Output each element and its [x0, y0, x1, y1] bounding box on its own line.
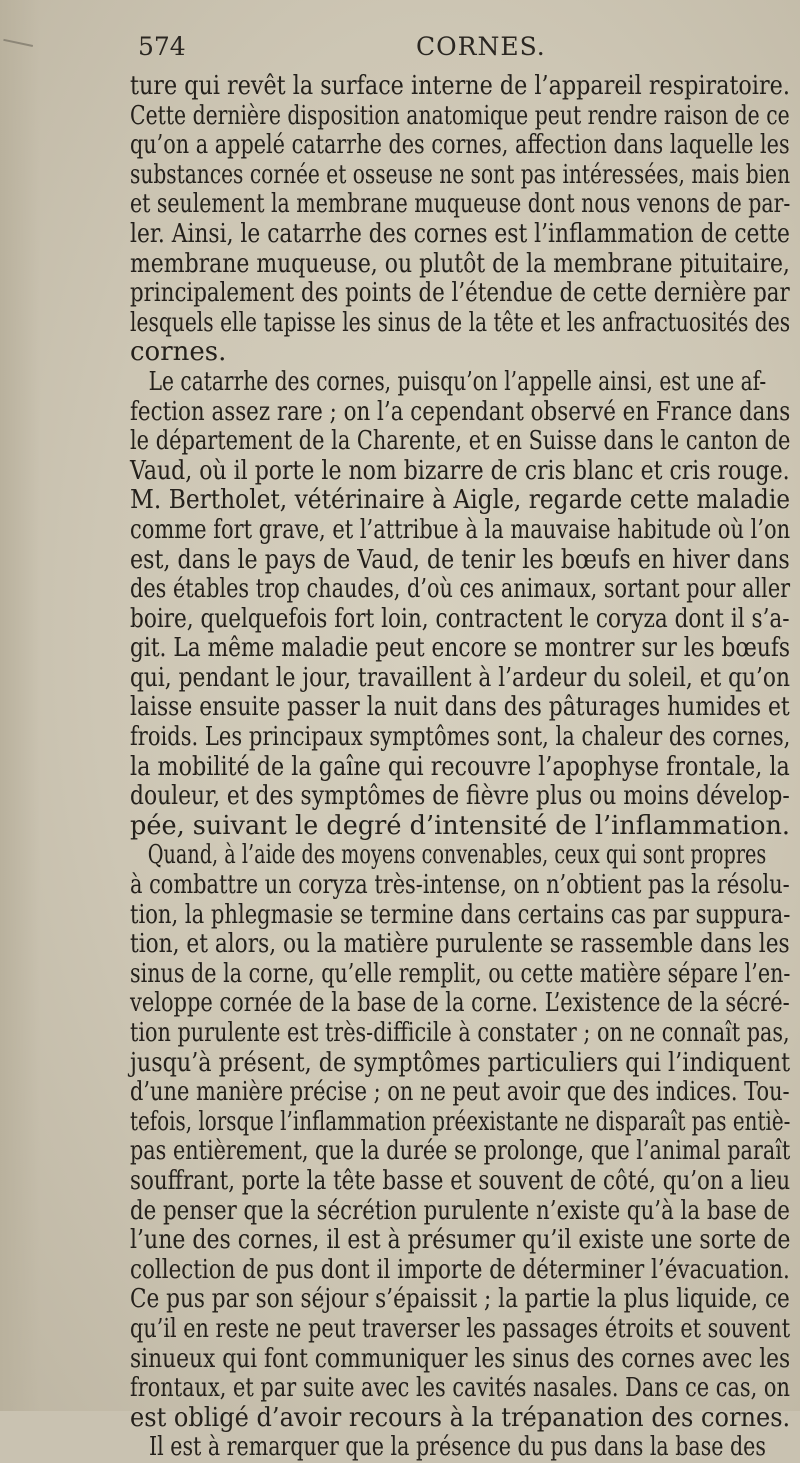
text-line: souffrant, porte la tête basse et souvent de côté, qu’on a lieu — [130, 1165, 791, 1196]
text-line: pas entièrement, que la durée se prolonge, que l’animal paraît — [130, 1136, 791, 1167]
text-line: sinus de la corne, qu’elle remplit, ou cette matière sépare l’en- — [130, 958, 791, 989]
text-line: la mobilité de la gaîne qui recouvre l’apophyse frontale, la — [130, 751, 790, 782]
text-line: git. La même maladie peut encore se montrer sur les bœufs — [130, 633, 790, 664]
text-line: Le catarrhe des cornes, puisqu’on l’appelle ainsi, est une af- — [148, 366, 767, 397]
page-header — [138, 32, 778, 68]
text-line: Quand, à l’aide des moyens convenables, ceux qui sont propres — [147, 840, 767, 871]
text-line: jusqu’à présent, de symptômes particuliers qui l’indiquent — [130, 1047, 791, 1078]
text-line: Cette dernière disposition anatomique peut rendre raison de ce — [130, 100, 790, 131]
text-line: M. Bertholet, vétérinaire à Aigle, regarde cette maladie — [130, 485, 791, 516]
text-line: principalement des points de l’étendue de cette dernière par — [130, 278, 790, 309]
text-line: substances cornée et osseuse ne sont pas intéressées, mais bien — [130, 159, 791, 190]
text-line: collection de pus dont il importe de déterminer l’évacuation. — [130, 1254, 790, 1285]
text-line: est obligé d’avoir recours à la trépanation des cornes. — [130, 1402, 791, 1433]
text-line: comme fort grave, et l’attribue à la mauvaise habitude où l’on — [130, 514, 791, 545]
text-line: boire, quelquefois fort loin, contractent le coryza dont il s’a- — [130, 603, 790, 634]
text-line: et seulement la membrane muqueuse dont nous venons de par- — [130, 189, 791, 220]
page-number: 574 — [138, 32, 186, 61]
text-line: tion purulente est très-difficile à constater ; on ne connaît pas, — [130, 1018, 790, 1048]
text-line: membrane muqueuse, ou plutôt de la membrane pituitaire, — [130, 248, 790, 279]
text-line: ture qui revêt la surface interne de l’appareil respiratoire. — [130, 71, 790, 101]
running-title: CORNES. — [416, 32, 546, 61]
text-line: qu’il en reste ne peut traverser les passages étroits et souvent — [130, 1313, 791, 1344]
page-gutter — [0, 0, 40, 1411]
text-line: des étables trop chaudes, d’où ces animaux, sortant pour aller — [130, 574, 791, 605]
text-line: d’une manière précise ; on ne peut avoir que des indices. Tou- — [130, 1077, 790, 1108]
text-line: laisse ensuite passer la nuit dans des pâturages humides et — [130, 692, 790, 723]
text-line: frontaux, et par suite avec les cavités nasales. Dans ce cas, on — [130, 1373, 790, 1404]
text-line: Il est à remarquer que la présence du pus dans la base des — [149, 1432, 766, 1463]
text-line: tefois, lorsque l’inflammation préexistante ne disparaît pas entiè- — [130, 1106, 791, 1137]
text-line: froids. Les principaux symptômes sont, la chaleur des cornes, — [130, 722, 791, 753]
text-line: qui, pendant le jour, travaillent à l’ardeur du soleil, et qu’on — [130, 662, 790, 693]
text-line: à combattre un coryza très-intense, on n’obtient pas la résolu- — [130, 870, 790, 901]
text-line: fection assez rare ; on l’a cependant observé en France dans — [130, 396, 791, 427]
text-line: Vaud, où il porte le nom bizarre de cris blanc et cris rouge. — [130, 455, 790, 486]
text-line: l’une des cornes, il est à présumer qu’il existe une sorte de — [130, 1225, 791, 1256]
text-line: sinueux qui font communiquer les sinus des cornes avec les — [130, 1343, 791, 1374]
text-line: est, dans le pays de Vaud, de tenir les bœufs en hiver dans — [130, 544, 790, 575]
text-line: le département de la Charente, et en Suisse dans le canton de — [130, 426, 791, 457]
text-line: lesquels elle tapisse les sinus de la tête et les anfractuosités des — [130, 307, 791, 338]
text-line: pée, suivant le degré d’intensité de l’inflammation. — [130, 810, 791, 841]
text-line: douleur, et des symptômes de fièvre plus ou moins dévelop- — [130, 781, 790, 812]
text-line: de penser que la sécrétion purulente n’existe qu’à la base de — [130, 1195, 790, 1226]
text-line: veloppe cornée de la base de la corne. L’existence de la sécré- — [130, 988, 790, 1019]
text-line: tion, et alors, ou la matière purulente se rassemble dans les — [130, 929, 790, 960]
text-line: ler. Ainsi, le catarrhe des cornes est l’inflammation de cette — [130, 218, 790, 249]
text-line: cornes. — [130, 337, 227, 368]
text-line: Ce pus par son séjour s’épaissit ; la partie la plus liquide, ce — [130, 1284, 790, 1315]
text-line: qu’on a appelé catarrhe des cornes, affection dans laquelle les — [130, 130, 790, 161]
body-text — [130, 72, 790, 1463]
text-line: tion, la phlegmasie se termine dans certains cas par suppura- — [130, 899, 791, 930]
